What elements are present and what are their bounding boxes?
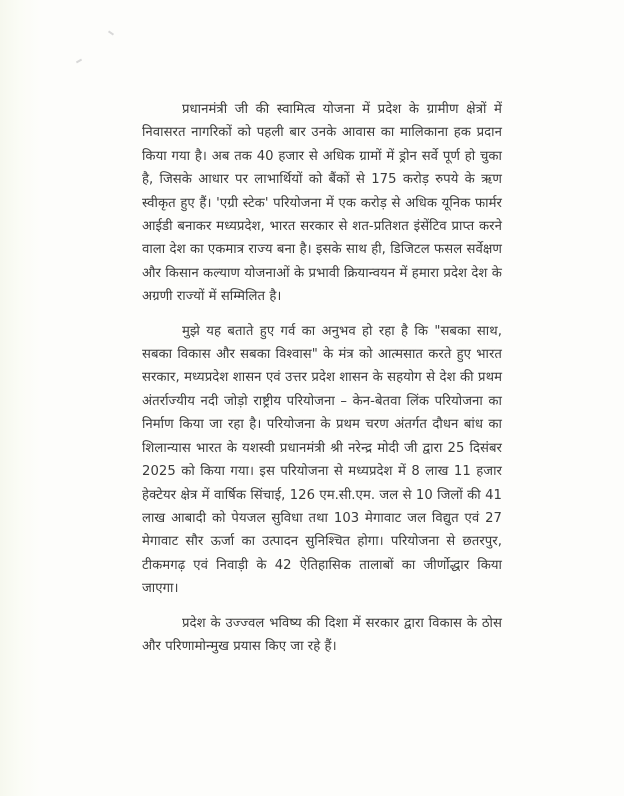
paragraph-ken-betwa-project: मुझे यह बताते हुए गर्व का अनुभव हो रहा है कि "सबका साथ, सबका विकास और सबका विश्वास" के मंत्र को आत्मसात करते हुए भारत सरकार, मध्यप्रदेश शासन एवं उत्तर प्रदेश शासन के सहयोग से देश की प्रथम अंतर्राज्यीय नदी जोड़ो राष्ट्रीय परियोजना – केन-बेतवा लिंक परियोजना का निर्माण किया जा रहा है। परियोजना के प्रथम चरण अंतर्गत दौधन बांध का शिलान्यास भारत के यशस्वी प्रधानमंत्री श्री नरेन्द्र मोदी जी द्वारा 25 दिसंबर 2025 को किया गया। इस परियोजना से मध्यप्रदेश में 8 लाख 11 हजार हेक्टेयर क्षेत्र में वार्षिक सिंचाई, 126 एम.सी.एम. जल से 10 जिलों की 41 लाख आबादी को पेयजल सुविधा तथा 103 मेगावाट जल विद्युत एवं 27 मेगावाट सौर ऊर्जा का उत्पादन सुनिश्चित होगा। परियोजना से छतरपुर, टीकमगढ़ एवं निवाड़ी के 42 ऐतिहासिक तालाबों का जीर्णोद्धार किया जाएगा। xyxy=(142,323,502,597)
paragraph-svamitva-agristack: प्रधानमंत्री जी की स्वामित्व योजना में प्रदेश के ग्रामीण क्षेत्रों में निवासरत नागरिकों को पहली बार उनके आवास का मालिकाना हक प्रदान किया गया है। अब तक 40 हजार से अधिक ग्रामों में ड्रोन सर्वे पूर्ण हो चुका है, जिसके आधार पर लाभार्थियों को बैंकों से 175 करोड़ रुपये के ऋण स्वीकृत हुए हैं। 'एग्री स्टेक' परियोजना में एक करोड़ से अधिक यूनिक फार्मर आईडी बनाकर मध्यप्रदेश, भारत सरकार से शत-प्रतिशत इंसेंटिव प्राप्त करने वाला देश का एकमात्र राज्य बना है। इसके साथ ही, डिजिटल फसल सर्वेक्षण और किसान कल्याण योजनाओं के प्रभावी क्रियान्वयन में हमारा प्रदेश देश के अग्रणी राज्यों में सम्मिलित है। xyxy=(142,102,502,305)
document-body xyxy=(142,98,502,669)
scan-speck xyxy=(108,30,114,35)
scanned-page-edge xyxy=(0,0,40,796)
scan-speck xyxy=(76,59,82,64)
paragraph-closing: प्रदेश के उज्ज्वल भविष्य की दिशा में सरकार द्वारा विकास के ठोस और परिणामोन्मुख प्रयास किए जा रहे हैं। xyxy=(142,615,502,654)
